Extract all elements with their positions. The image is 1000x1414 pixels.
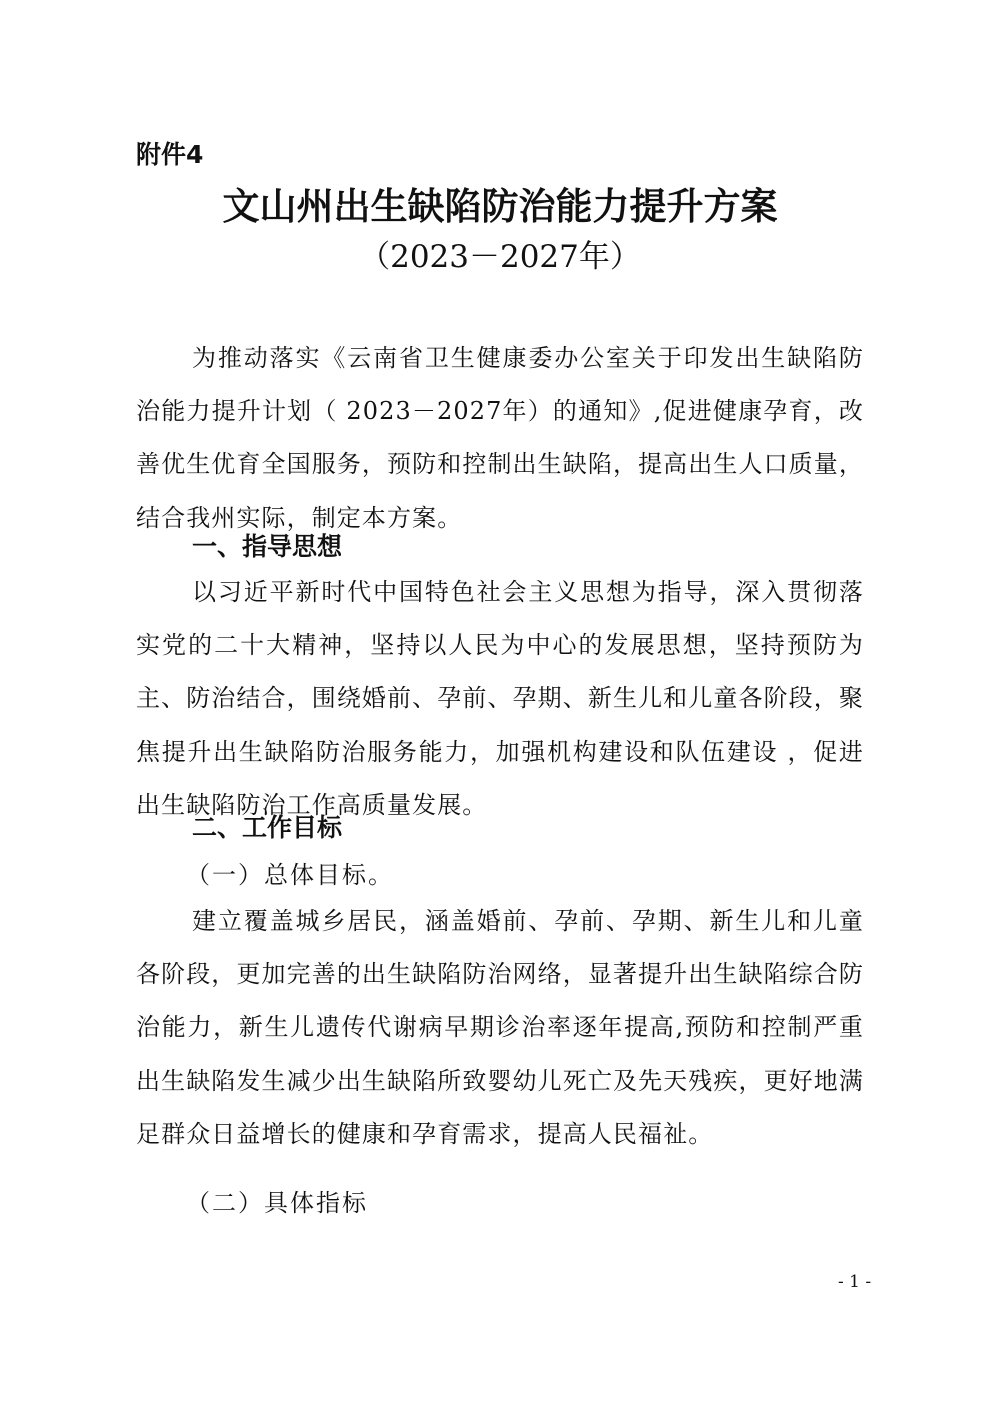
page-number: - 1 - xyxy=(838,1272,872,1292)
attachment-label: 附件4 xyxy=(136,140,204,169)
subsection-heading-specific-indicators: （二）具体指标 xyxy=(186,1189,368,1217)
document-title: 文山州出生缺陷防治能力提升方案 xyxy=(222,184,778,228)
overall-goals-paragraph: 建立覆盖城乡居民，涵盖婚前、孕前、孕期、新生儿和儿童各阶段，更加完善的出生缺陷防治网络，显著提升出生缺陷综合防治能力，新生儿遗传代谢病早期诊治率逐年提高,预防和控制严重出生缺陷发生减少出生缺陷所致婴幼儿死亡及先天残疾，更好地满足群众日益增长的健康和孕育需求，提高人民福祉。 xyxy=(136,907,864,1148)
subsection-heading-overall-goals: （一）总体目标。 xyxy=(186,861,394,889)
intro-paragraph: 为推动落实《云南省卫生健康委办公室关于印发出生缺陷防治能力提升计划（ 2023－2027年）的通知》,促进健康孕育，改善优生优育全国服务，预防和控制出生缺陷，提高出生人口质量，结合我州实际，制定本方案。 xyxy=(136,344,864,532)
section-heading-work-goals: 二、工作目标 xyxy=(192,813,343,842)
document-subtitle: （2023－2027年） xyxy=(359,239,641,275)
guiding-ideology-paragraph: 以习近平新时代中国特色社会主义思想为指导，深入贯彻落实党的二十大精神，坚持以人民为中心的发展思想，坚持预防为主、防治结合，围绕婚前、孕前、孕期、新生儿和儿童各阶段，聚焦提升出生缺陷防治服务能力，加强机构建设和队伍建设 ，促进出生缺陷防治工作高质量发展。 xyxy=(136,578,864,819)
section-heading-guiding-ideology: 一、指导思想 xyxy=(192,532,343,561)
